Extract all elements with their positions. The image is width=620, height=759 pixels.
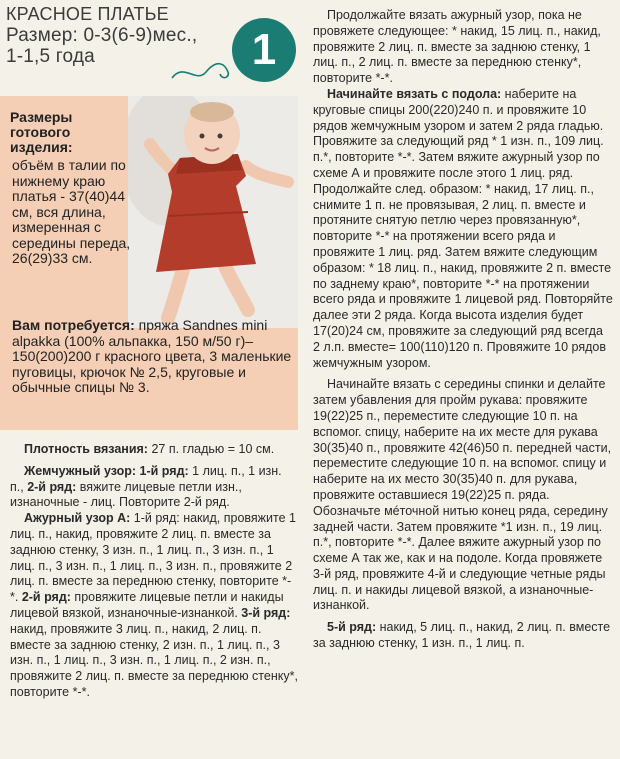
lace-label: Ажурный узор А: [24,511,131,526]
pearl-pattern-paragraph [10,464,298,511]
pearl-row2-text: вяжите лицевые петли изн., изнаночные - лиц. Повторите 2-й ряд. [10,479,242,510]
baby-in-red-dress-illustration [128,96,298,328]
hem-text: наберите на круговые спицы 200(220)240 п. и провяжите 10 рядов жемчужным узором и затем 2 ряда гладью. Провяжите за следующий ряд * 1 изн. п., 109 лиц. п.*, повторите *-*. Затем вяжите ажурный узор по схеме А и провяжите после этого 1 лиц. ряд. Продолжайте след. образом: * накид, 17 лиц. п., снимите 1 п. не провязывая, 2 лиц. п. вместе и протяните снятую петлю через провязанную*, повторите *-* на протяжении всего ряда и провяжите 1 лиц. ряд. Затем вяжите следующим образом: * 18 лиц. п., накид, провяжите 2 п. вместе по заднему краю*, повторите *-* на протяжении всего ряда и провяжите 1 лицевой ряд. Повторяйте далее эти 2 ряда. Когда высота изделия будет 17(20)24 см, провяжите за следующий ряд всегда 2 л.п. вместе= 100(110)120 п. Провяжите 10 рядов жемчужным узором. [313,86,613,370]
materials-text: пряжа Sandnes mini alpakka (100% альпакка, 150 м/50 г)– 150(200)200 г красного цвета, 3 маленькие пуговицы, крючок № 2,5, круговые и обычные спицы № 3. [12,317,292,395]
left-column [10,442,298,701]
lace-row2-text: провяжите лицевые петли и накиды лицевой вязкой, изнаночные-изнанкой. [10,590,284,620]
pearl-row1-text: 1 лиц. п., 1 изн. п., [10,463,282,494]
right-column [313,8,613,652]
lace-row3-text: накид, провяжите 3 лиц. п., накид, 2 лиц. п. вместе за заднюю стенку, 2 изн. п., 1 лиц. п., 3 изн. п., 1 лиц. п., 3 изн. п., 1 лиц. п., 2 изн. п., провяжите 2 лиц. п. вместе за переднюю стенку*, повторите *-*. [10,621,298,699]
hem-label: Начинайте вязать с подола: [327,86,502,101]
pattern-title: КРАСНОЕ ПЛАТЬЕ [6,4,169,24]
lace-row1-text: 1-й ряд: накид, провяжите 1 лиц. п., накид, провяжите 2 лиц. п. вместе за заднюю стенку, 3 изн. п., 1 лиц. п., 3 изн. п., 1 лиц. п., 3 изн. п., 1 лиц. п., 3 изн. п., провяжите 2 лиц. п. вместе за переднюю стенку, повторите *-*. [10,511,296,605]
size-line-1: Размер: 0-3(6-9)мес., [6,25,198,46]
row5-label: 5-й ряд: [327,620,377,635]
pearl-row2-label: 2-й ряд: [23,479,77,494]
density-label: Плотность вязания: [24,442,148,456]
pattern-number-badge: 1 [232,18,296,82]
lace-pattern-paragraph [10,511,298,701]
materials-label: Вам потребуется: [12,317,135,333]
lace-row2-label: 2-й ряд: [18,590,71,605]
materials-block [12,318,294,396]
density-text: 27 п. гладью = 10 см. [147,442,275,456]
continue-lace-paragraph: Продолжайте вязать ажурный узор, пока не провяжете следующее: * накид, 15 лиц. п., накид, провяжите 2 лиц. п. вместе за заднюю стенку, 1 лиц. п., 2 лиц. п. вместе за переднюю стенку*, повторите *-*. [313,8,601,86]
row5-text: накид, 5 лиц. п., накид, 2 лиц. п. вместе за заднюю стенку, 1 изн. п., 1 лиц. п. [313,620,611,651]
hem-paragraph [313,87,613,371]
back-center-paragraph: Начинайте вязать с середины спинки и делайте затем убавления для пройм рукава: провяжите 19(22)25 п., переместите следующие 10 п. на вспомог. спицу, наберите на их месте для рукава 30(35)40 п., провяжите 42(46)50 п. передней части, переместите следующие 10 п. на вспомог. спицу и наберите на их место 30(35)40 п. для рукава, провяжите оставшиеся 19(22)25 п. ряда. Обозначьте мéточной нитью конец ряда, середину задней части. Затем провяжите *1 изн. п., 19 лиц. п.*, повторите *-*. Далее вяжите ажурный узор по схеме А так же, как и на подоле. Когда провяжете 3-й ряд, провяжите 4-й и следующие четные ряды лиц. п. и накиды лицевой вязкой, а изнаночные-изнанкой. [313,377,612,613]
pearl-label: Жемчужный узор: 1-й ряд: [24,463,189,478]
lace-row3-label: 3-й ряд: [237,605,291,620]
baby-photo [128,96,298,328]
sizes-text: объём в талии по нижнему краю платья - 37(40)44 см, вся длина, измеренная с середины переда, 26(29)33 см. [12,157,131,266]
decorative-swirl-icon [170,58,240,86]
sizes-heading: Размеры готового изделия: [10,109,73,155]
size-line-2: 1-1,5 года [6,46,95,67]
row5-paragraph [313,620,613,652]
density-paragraph [10,442,298,458]
